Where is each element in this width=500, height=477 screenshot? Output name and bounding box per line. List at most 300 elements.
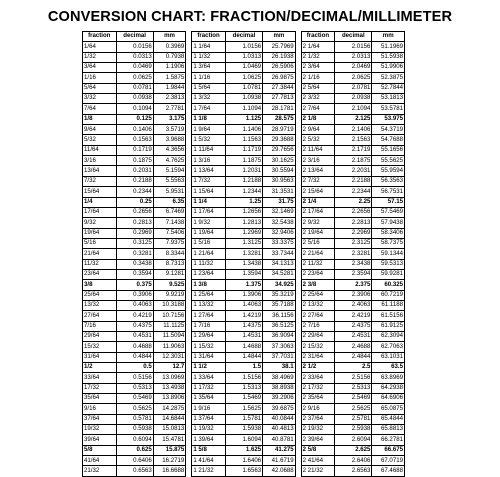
decimal-cell: 1.0938 [225, 94, 262, 104]
table-row [83, 414, 186, 424]
decimal-cell: 1.4063 [225, 300, 262, 310]
fraction-cell: 2 3/8 [301, 280, 335, 290]
decimal-cell: 1.2344 [225, 187, 262, 197]
table-row [83, 259, 186, 269]
fraction-cell: 2 11/32 [301, 259, 335, 269]
fraction-cell: 2 29/64 [301, 331, 335, 341]
table-row [83, 331, 186, 341]
fraction-cell: 7/64 [83, 104, 117, 114]
mm-cell: 8.7313 [153, 259, 186, 269]
table-row [301, 176, 404, 186]
fraction-cell: 3/8 [83, 280, 117, 290]
decimal-cell: 2.1406 [335, 125, 372, 135]
mm-cell: 29.7656 [263, 145, 296, 155]
decimal-cell: 1.4688 [225, 342, 262, 352]
mm-cell: 36.1156 [263, 311, 296, 321]
decimal-cell: 1.1094 [225, 104, 262, 114]
fraction-cell: 35/64 [83, 394, 117, 404]
mm-cell: 28.9719 [263, 125, 296, 135]
fraction-cell: 2 23/64 [301, 269, 335, 279]
decimal-cell: 0.1875 [116, 156, 153, 166]
decimal-cell: 1.1875 [225, 156, 262, 166]
table-row [192, 238, 295, 248]
fraction-cell: 1 15/32 [192, 342, 226, 352]
decimal-cell: 0.1719 [116, 145, 153, 155]
table-row [83, 269, 186, 279]
decimal-cell: 2.1719 [335, 145, 372, 155]
table-row [83, 166, 186, 176]
decimal-cell: 0.1563 [116, 135, 153, 145]
table-row [83, 404, 186, 414]
mm-cell: 14.6844 [153, 414, 186, 424]
mm-cell: 0.7938 [153, 52, 186, 62]
mm-cell: 1.5875 [153, 73, 186, 83]
mm-cell: 39.6875 [263, 404, 296, 414]
decimal-cell: 1.2188 [225, 176, 262, 186]
fraction-cell: 13/32 [83, 300, 117, 310]
decimal-cell: 0.4219 [116, 311, 153, 321]
fraction-cell: 2 13/32 [301, 300, 335, 310]
decimal-cell: 2.4375 [335, 321, 372, 331]
decimal-cell: 1.6094 [225, 435, 262, 445]
table-row [192, 166, 295, 176]
conversion-table-0 [82, 31, 186, 477]
fraction-cell: 2 37/64 [301, 414, 335, 424]
table-row [192, 363, 295, 373]
table-row [192, 373, 295, 383]
decimal-cell: 0.3594 [116, 269, 153, 279]
decimal-cell: 1.5938 [225, 425, 262, 435]
table-row [301, 156, 404, 166]
mm-cell: 30.1625 [263, 156, 296, 166]
decimal-cell: 1.0469 [225, 63, 262, 73]
mm-cell: 65.0875 [372, 404, 405, 414]
table-row [192, 249, 295, 259]
fraction-cell: 15/64 [83, 187, 117, 197]
mm-cell: 34.925 [263, 280, 296, 290]
decimal-cell: 0.6094 [116, 435, 153, 445]
table-row [301, 414, 404, 424]
table-row [301, 373, 404, 383]
table-row [301, 331, 404, 341]
mm-cell: 10.7156 [153, 311, 186, 321]
fraction-cell: 2 9/16 [301, 404, 335, 414]
decimal-cell: 2.5781 [335, 414, 372, 424]
decimal-cell: 1.6406 [225, 456, 262, 466]
decimal-cell: 0.3438 [116, 259, 153, 269]
table-row [83, 207, 186, 217]
table-row [83, 290, 186, 300]
decimal-cell: 0.0938 [116, 94, 153, 104]
decimal-cell: 0.25 [116, 197, 153, 207]
table-row [301, 404, 404, 414]
table-row [83, 145, 186, 155]
table-row [192, 125, 295, 135]
fraction-cell: 23/64 [83, 269, 117, 279]
fraction-cell: 1 11/64 [192, 145, 226, 155]
fraction-cell: 2 1/2 [301, 363, 335, 373]
mm-cell: 54.3719 [372, 125, 405, 135]
fraction-cell: 3/32 [83, 94, 117, 104]
fraction-cell: 2 21/64 [301, 249, 335, 259]
mm-cell: 9.1281 [153, 269, 186, 279]
table-row [301, 218, 404, 228]
mm-cell: 61.5156 [372, 311, 405, 321]
fraction-cell: 9/64 [83, 125, 117, 135]
table-row [83, 156, 186, 166]
table-header-row [301, 32, 404, 42]
decimal-cell: 1.2813 [225, 218, 262, 228]
decimal-cell: 1.0156 [225, 42, 262, 52]
fraction-cell: 2 11/64 [301, 145, 335, 155]
decimal-cell: 0.375 [116, 280, 153, 290]
decimal-cell: 0.625 [116, 445, 153, 455]
mm-cell: 9.525 [153, 280, 186, 290]
column-header: mm [372, 32, 405, 42]
mm-cell: 35.3219 [263, 290, 296, 300]
column-header: decimal [116, 32, 153, 42]
fraction-cell: 1 19/64 [192, 228, 226, 238]
table-row [301, 311, 404, 321]
conversion-table-1 [191, 31, 295, 477]
mm-cell: 60.7219 [372, 290, 405, 300]
mm-cell: 29.3688 [263, 135, 296, 145]
fraction-cell: 11/32 [83, 259, 117, 269]
fraction-cell: 1 7/32 [192, 176, 226, 186]
mm-cell: 8.3344 [153, 249, 186, 259]
mm-cell: 32.9406 [263, 228, 296, 238]
fraction-cell: 33/64 [83, 373, 117, 383]
fraction-cell: 2 35/64 [301, 394, 335, 404]
fraction-cell: 1/4 [83, 197, 117, 207]
decimal-cell: 2.5313 [335, 383, 372, 393]
decimal-cell: 0.5313 [116, 383, 153, 393]
decimal-cell: 1.2969 [225, 228, 262, 238]
fraction-cell: 7/32 [83, 176, 117, 186]
fraction-cell: 1 13/64 [192, 166, 226, 176]
mm-cell: 64.2938 [372, 383, 405, 393]
table-header-row [83, 32, 186, 42]
table-row [301, 94, 404, 104]
mm-cell: 5.5563 [153, 176, 186, 186]
decimal-cell: 0.2813 [116, 218, 153, 228]
mm-cell: 26.9875 [263, 73, 296, 83]
mm-cell: 40.0844 [263, 414, 296, 424]
table-row [301, 104, 404, 114]
fraction-cell: 1 1/16 [192, 73, 226, 83]
page-title: CONVERSION CHART: FRACTION/DECIMAL/MILLIMETER [47, 9, 453, 25]
decimal-cell: 1.0313 [225, 52, 262, 62]
fraction-cell: 2 17/32 [301, 383, 335, 393]
decimal-cell: 2.5 [335, 363, 372, 373]
decimal-cell: 2.2031 [335, 166, 372, 176]
decimal-cell: 0.2188 [116, 176, 153, 186]
table-row [83, 373, 186, 383]
table-row [192, 280, 295, 290]
fraction-cell: 17/32 [83, 383, 117, 393]
mm-cell: 58.3406 [372, 228, 405, 238]
mm-cell: 11.5094 [153, 331, 186, 341]
fraction-cell: 2 3/16 [301, 156, 335, 166]
mm-cell: 37.7031 [263, 352, 296, 362]
fraction-cell: 1 21/32 [192, 466, 226, 477]
mm-cell: 60.325 [372, 280, 405, 290]
decimal-cell: 0.4063 [116, 300, 153, 310]
mm-cell: 31.3531 [263, 187, 296, 197]
fraction-cell: 1 33/64 [192, 373, 226, 383]
decimal-cell: 2.6563 [335, 466, 372, 477]
mm-cell: 57.9438 [372, 218, 405, 228]
table-row [301, 445, 404, 455]
table-row [192, 156, 295, 166]
table-row [301, 342, 404, 352]
decimal-cell: 0.0469 [116, 63, 153, 73]
fraction-cell: 2 7/32 [301, 176, 335, 186]
mm-cell: 55.9594 [372, 166, 405, 176]
decimal-cell: 1.3281 [225, 249, 262, 259]
mm-cell: 34.5281 [263, 269, 296, 279]
decimal-cell: 1.6563 [225, 466, 262, 477]
mm-cell: 32.1469 [263, 207, 296, 217]
table-row [83, 83, 186, 93]
table-row [301, 135, 404, 145]
decimal-cell: 1.1719 [225, 145, 262, 155]
table-row [83, 363, 186, 373]
column-header: mm [153, 32, 186, 42]
fraction-cell: 3/64 [83, 63, 117, 73]
fraction-cell: 1 3/64 [192, 63, 226, 73]
mm-cell: 63.8969 [372, 373, 405, 383]
mm-cell: 5.9531 [153, 187, 186, 197]
mm-cell: 56.7531 [372, 187, 405, 197]
fraction-cell: 1 39/64 [192, 435, 226, 445]
table-row [83, 197, 186, 207]
fraction-cell: 25/64 [83, 290, 117, 300]
table-row [192, 63, 295, 73]
decimal-cell: 0.0625 [116, 73, 153, 83]
mm-cell: 66.2781 [372, 435, 405, 445]
mm-cell: 53.975 [372, 114, 405, 124]
decimal-cell: 0.2344 [116, 187, 153, 197]
table-row [192, 394, 295, 404]
decimal-cell: 2.1875 [335, 156, 372, 166]
table-row [301, 300, 404, 310]
table-row [192, 269, 295, 279]
decimal-cell: 0.4375 [116, 321, 153, 331]
fraction-cell: 1 9/64 [192, 125, 226, 135]
table-row [83, 73, 186, 83]
mm-cell: 6.7469 [153, 207, 186, 217]
decimal-cell: 0.6563 [116, 466, 153, 477]
fraction-cell: 1 19/32 [192, 425, 226, 435]
decimal-cell: 0.0313 [116, 52, 153, 62]
table-row [192, 466, 295, 477]
fraction-cell: 1 5/8 [192, 445, 226, 455]
decimal-cell: 2.0938 [335, 94, 372, 104]
fraction-cell: 1 1/8 [192, 114, 226, 124]
table-row [301, 363, 404, 373]
mm-cell: 26.5906 [263, 63, 296, 73]
decimal-cell: 1.5156 [225, 373, 262, 383]
fraction-cell: 31/64 [83, 352, 117, 362]
fraction-cell: 1/32 [83, 52, 117, 62]
decimal-cell: 2.3281 [335, 249, 372, 259]
decimal-cell: 2.125 [335, 114, 372, 124]
table-row [301, 197, 404, 207]
fraction-cell: 1 11/32 [192, 259, 226, 269]
decimal-cell: 0.2656 [116, 207, 153, 217]
mm-cell: 33.7344 [263, 249, 296, 259]
table-row [83, 249, 186, 259]
table-row [192, 114, 295, 124]
table-row [83, 125, 186, 135]
decimal-cell: 1.3125 [225, 238, 262, 248]
mm-cell: 25.7969 [263, 42, 296, 52]
table-row [192, 176, 295, 186]
fraction-cell: 1 15/64 [192, 187, 226, 197]
mm-cell: 39.2906 [263, 394, 296, 404]
decimal-cell: 1.5625 [225, 404, 262, 414]
fraction-cell: 3/16 [83, 156, 117, 166]
table-row [83, 321, 186, 331]
table-row [192, 42, 295, 52]
mm-cell: 55.5625 [372, 156, 405, 166]
fraction-cell: 9/16 [83, 404, 117, 414]
table-row [83, 52, 186, 62]
mm-cell: 53.5781 [372, 104, 405, 114]
mm-cell: 58.7375 [372, 238, 405, 248]
decimal-cell: 2.0313 [335, 52, 372, 62]
mm-cell: 10.3188 [153, 300, 186, 310]
fraction-cell: 2 13/64 [301, 166, 335, 176]
fraction-cell: 1 31/64 [192, 352, 226, 362]
decimal-cell: 2.6406 [335, 456, 372, 466]
fraction-cell: 1 1/64 [192, 42, 226, 52]
fraction-cell: 19/32 [83, 425, 117, 435]
mm-cell: 16.2719 [153, 456, 186, 466]
table-row [192, 331, 295, 341]
decimal-cell: 1.1563 [225, 135, 262, 145]
table-row [83, 187, 186, 197]
decimal-cell: 2.5625 [335, 404, 372, 414]
decimal-cell: 1.0781 [225, 83, 262, 93]
table-row [83, 42, 186, 52]
fraction-cell: 1 1/4 [192, 197, 226, 207]
table-row [192, 73, 295, 83]
decimal-cell: 2.4844 [335, 352, 372, 362]
table-row [301, 290, 404, 300]
fraction-cell: 2 9/64 [301, 125, 335, 135]
fraction-cell: 1 17/32 [192, 383, 226, 393]
fraction-cell: 2 19/64 [301, 228, 335, 238]
table-row [83, 135, 186, 145]
decimal-cell: 0.4844 [116, 352, 153, 362]
decimal-cell: 0.0781 [116, 83, 153, 93]
decimal-cell: 0.3125 [116, 238, 153, 248]
mm-cell: 1.9844 [153, 83, 186, 93]
mm-cell: 62.3094 [372, 331, 405, 341]
table-row [83, 352, 186, 362]
mm-cell: 27.7813 [263, 94, 296, 104]
fraction-cell: 21/32 [83, 466, 117, 477]
column-header: decimal [225, 32, 262, 42]
table-row [83, 228, 186, 238]
mm-cell: 0.3969 [153, 42, 186, 52]
mm-cell: 59.1344 [372, 249, 405, 259]
table-row [83, 280, 186, 290]
table-row [192, 228, 295, 238]
decimal-cell: 1.125 [225, 114, 262, 124]
mm-cell: 42.0688 [263, 466, 296, 477]
decimal-cell: 1.3438 [225, 259, 262, 269]
decimal-cell: 0.5781 [116, 414, 153, 424]
table-row [301, 466, 404, 477]
table-row [192, 207, 295, 217]
fraction-cell: 2 1/32 [301, 52, 335, 62]
mm-cell: 5.1594 [153, 166, 186, 176]
mm-cell: 16.6688 [153, 466, 186, 477]
decimal-cell: 2.1563 [335, 135, 372, 145]
fraction-cell: 1 37/64 [192, 414, 226, 424]
decimal-cell: 2.4063 [335, 300, 372, 310]
fraction-cell: 11/64 [83, 145, 117, 155]
decimal-cell: 2.0625 [335, 73, 372, 83]
table-row [192, 52, 295, 62]
fraction-cell: 17/64 [83, 207, 117, 217]
decimal-cell: 2.2969 [335, 228, 372, 238]
fraction-cell: 41/64 [83, 456, 117, 466]
decimal-cell: 2.6094 [335, 435, 372, 445]
mm-cell: 1.1906 [153, 63, 186, 73]
mm-cell: 12.7 [153, 363, 186, 373]
mm-cell: 3.5719 [153, 125, 186, 135]
fraction-cell: 2 7/16 [301, 321, 335, 331]
decimal-cell: 1.1406 [225, 125, 262, 135]
table-row [301, 187, 404, 197]
fraction-cell: 1/16 [83, 73, 117, 83]
table-row [83, 394, 186, 404]
table-row [192, 83, 295, 93]
fraction-cell: 2 5/64 [301, 83, 335, 93]
mm-cell: 7.1438 [153, 218, 186, 228]
fraction-cell: 9/32 [83, 218, 117, 228]
fraction-cell: 1 17/64 [192, 207, 226, 217]
mm-cell: 11.1125 [153, 321, 186, 331]
decimal-cell: 1.2031 [225, 166, 262, 176]
fraction-cell: 5/16 [83, 238, 117, 248]
mm-cell: 61.9125 [372, 321, 405, 331]
mm-cell: 7.5406 [153, 228, 186, 238]
decimal-cell: 1.5469 [225, 394, 262, 404]
table-row [192, 414, 295, 424]
table-row [83, 466, 186, 477]
mm-cell: 33.3375 [263, 238, 296, 248]
fraction-cell: 1 29/64 [192, 331, 226, 341]
table-row [83, 218, 186, 228]
table-row [301, 238, 404, 248]
fraction-cell: 2 1/16 [301, 73, 335, 83]
mm-cell: 67.0719 [372, 456, 405, 466]
mm-cell: 61.1188 [372, 300, 405, 310]
decimal-cell: 0.5156 [116, 373, 153, 383]
table-row [83, 342, 186, 352]
table-row [83, 383, 186, 393]
mm-cell: 3.175 [153, 114, 186, 124]
table-row [301, 83, 404, 93]
mm-cell: 13.0969 [153, 373, 186, 383]
fraction-cell: 5/32 [83, 135, 117, 145]
table-row [301, 280, 404, 290]
